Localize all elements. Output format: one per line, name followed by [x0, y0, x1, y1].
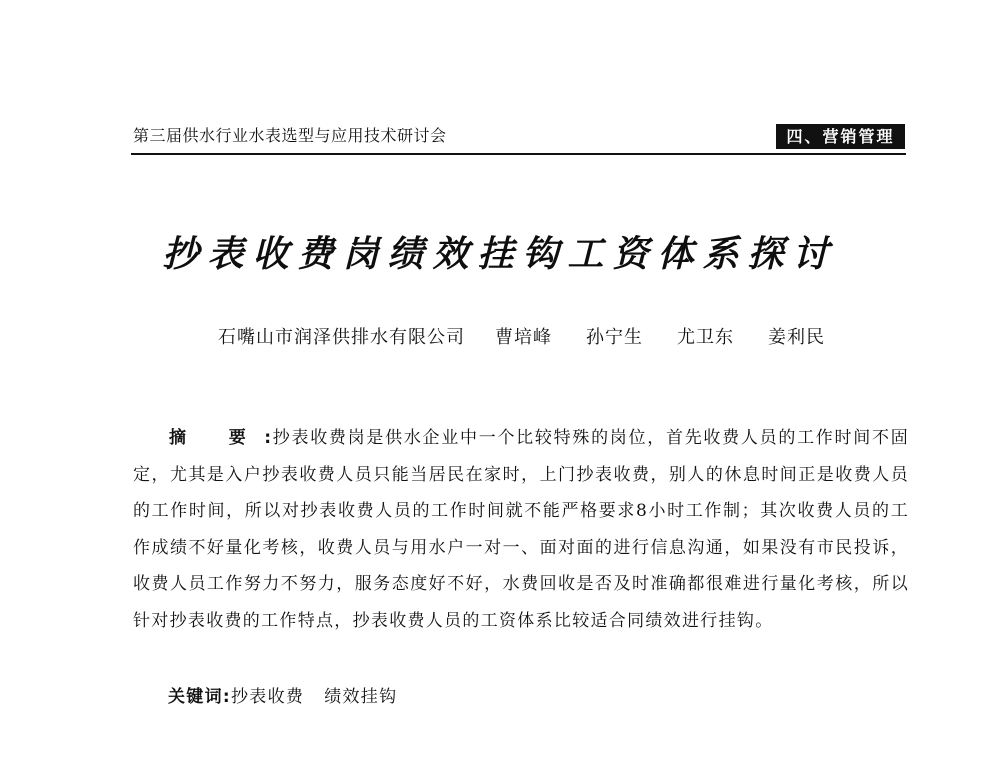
abstract-label: 摘 要 [169, 428, 265, 448]
author-name: 尤卫东 [677, 327, 734, 348]
keywords-label: 关键词: [168, 687, 231, 707]
keyword: 抄表收费 [231, 687, 305, 707]
section-badge: 四、营销管理 [776, 124, 905, 149]
running-header: 第三届供水行业水表选型与应用技术研讨会 [133, 126, 447, 145]
affiliation: 石嘴山市润泽供排水有限公司 [218, 327, 465, 348]
header-rule [131, 153, 906, 155]
author-name: 孙宁生 [586, 327, 643, 348]
author-name: 曹培峰 [495, 327, 552, 348]
paper-title: 抄表收费岗绩效挂钩工资体系探讨 [162, 233, 838, 275]
keywords [168, 682, 417, 707]
keyword: 绩效挂钩 [324, 687, 398, 707]
abstract [133, 420, 909, 639]
abstract-colon: : [264, 428, 273, 448]
author-name: 姜利民 [768, 327, 825, 348]
byline [218, 323, 858, 349]
abstract-text: 抄表收费岗是供水企业中一个比较特殊的岗位，首先收费人员的工作时间不固定，尤其是入户抄表收费人员只能当居民在家时，上门抄表收费，别人的休息时间正是收费人员的工作时间，所以对抄表收费人员的工作时间就不能严格要求8小时工作制；其次收费人员的工作成绩不好量化考核，收费人员与用水户一对一、面对面的进行信息沟通，如果没有市民投诉，收费人员工作努力不努力，服务态度好不好，水费回收是否及时准确都很难进行量化考核，所以针对抄表收费的工作特点，抄表收费人员的工资体系比较适合同绩效进行挂钩。 [133, 428, 909, 631]
